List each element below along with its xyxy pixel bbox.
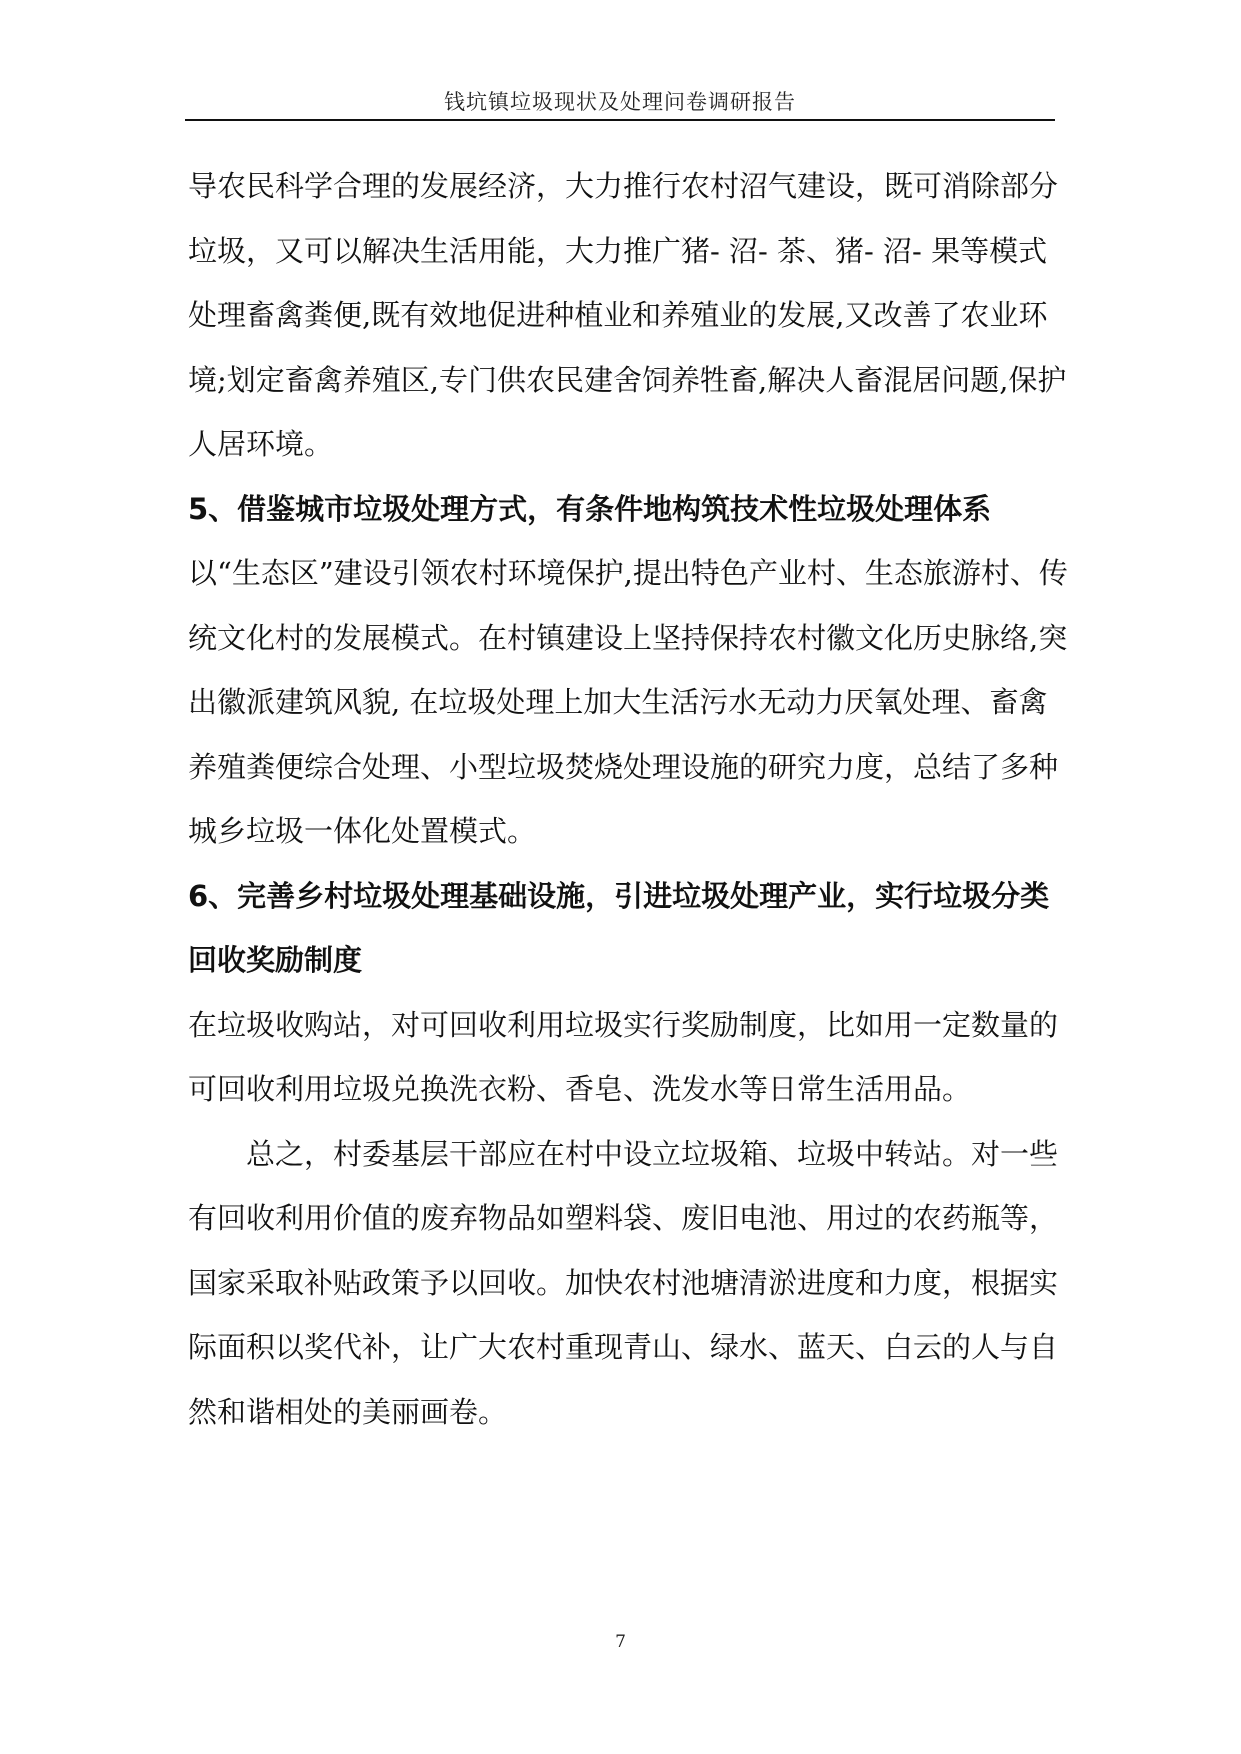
paragraph-section-6: 在垃圾收购站，对可回收利用垃圾实行奖励制度，比如用一定数量的可回收利用垃圾兑换洗衣粉、香皂、洗发水等日常生活用品。 xyxy=(188,1007,1059,1106)
paragraph-section-5: 以“生态区”建设引领农村环境保护,提出特色产业村、生态旅游村、传统文化村的发展模式。在村镇建设上坚持保持农村徽文化历史脉络,突出徽派建筑风貌, 在垃圾处理上加大生活污水无动力厌氧处理、畜禽养殖粪便综合处理、小型垃圾焚烧处理设施的研究力度，总结了多种城乡垃圾一体化处置模式。 xyxy=(188,556,1068,848)
document-body xyxy=(188,154,1068,1444)
page-number: 7 xyxy=(615,1632,626,1652)
section-heading-6: 6、完善乡村垃圾处理基础设施，引进垃圾处理产业，实行垃圾分类回收奖励制度 xyxy=(188,878,1050,977)
section-heading-5: 5、借鉴城市垃圾处理方式，有条件地构筑技术性垃圾处理体系 xyxy=(188,491,992,526)
page-header-title: 钱坑镇垃圾现状及处理问卷调研报告 xyxy=(444,90,796,114)
header-divider xyxy=(185,119,1055,121)
paragraph-continued: 导农民科学合理的发展经济，大力推行农村沼气建设，既可消除部分垃圾，又可以解决生活用能，大力推广猪- 沼- 茶、猪- 沼- 果等模式处理畜禽粪便,既有效地促进种植业和养殖业的发展,又改善了农业环境;划定畜禽养殖区,专门供农民建舍饲养牲畜,解决人畜混居问题,保护人居环境。 xyxy=(188,169,1067,461)
paragraph-summary: 总之，村委基层干部应在村中设立垃圾箱、垃圾中转站。对一些有回收利用价值的废弃物品如塑料袋、废旧电池、用过的农药瓶等，国家采取补贴政策予以回收。加快农村池塘清淤进度和力度，根据实际面积以奖代补，让广大农村重现青山、绿水、蓝天、白云的人与自然和谐相处的美丽画卷。 xyxy=(188,1136,1059,1429)
